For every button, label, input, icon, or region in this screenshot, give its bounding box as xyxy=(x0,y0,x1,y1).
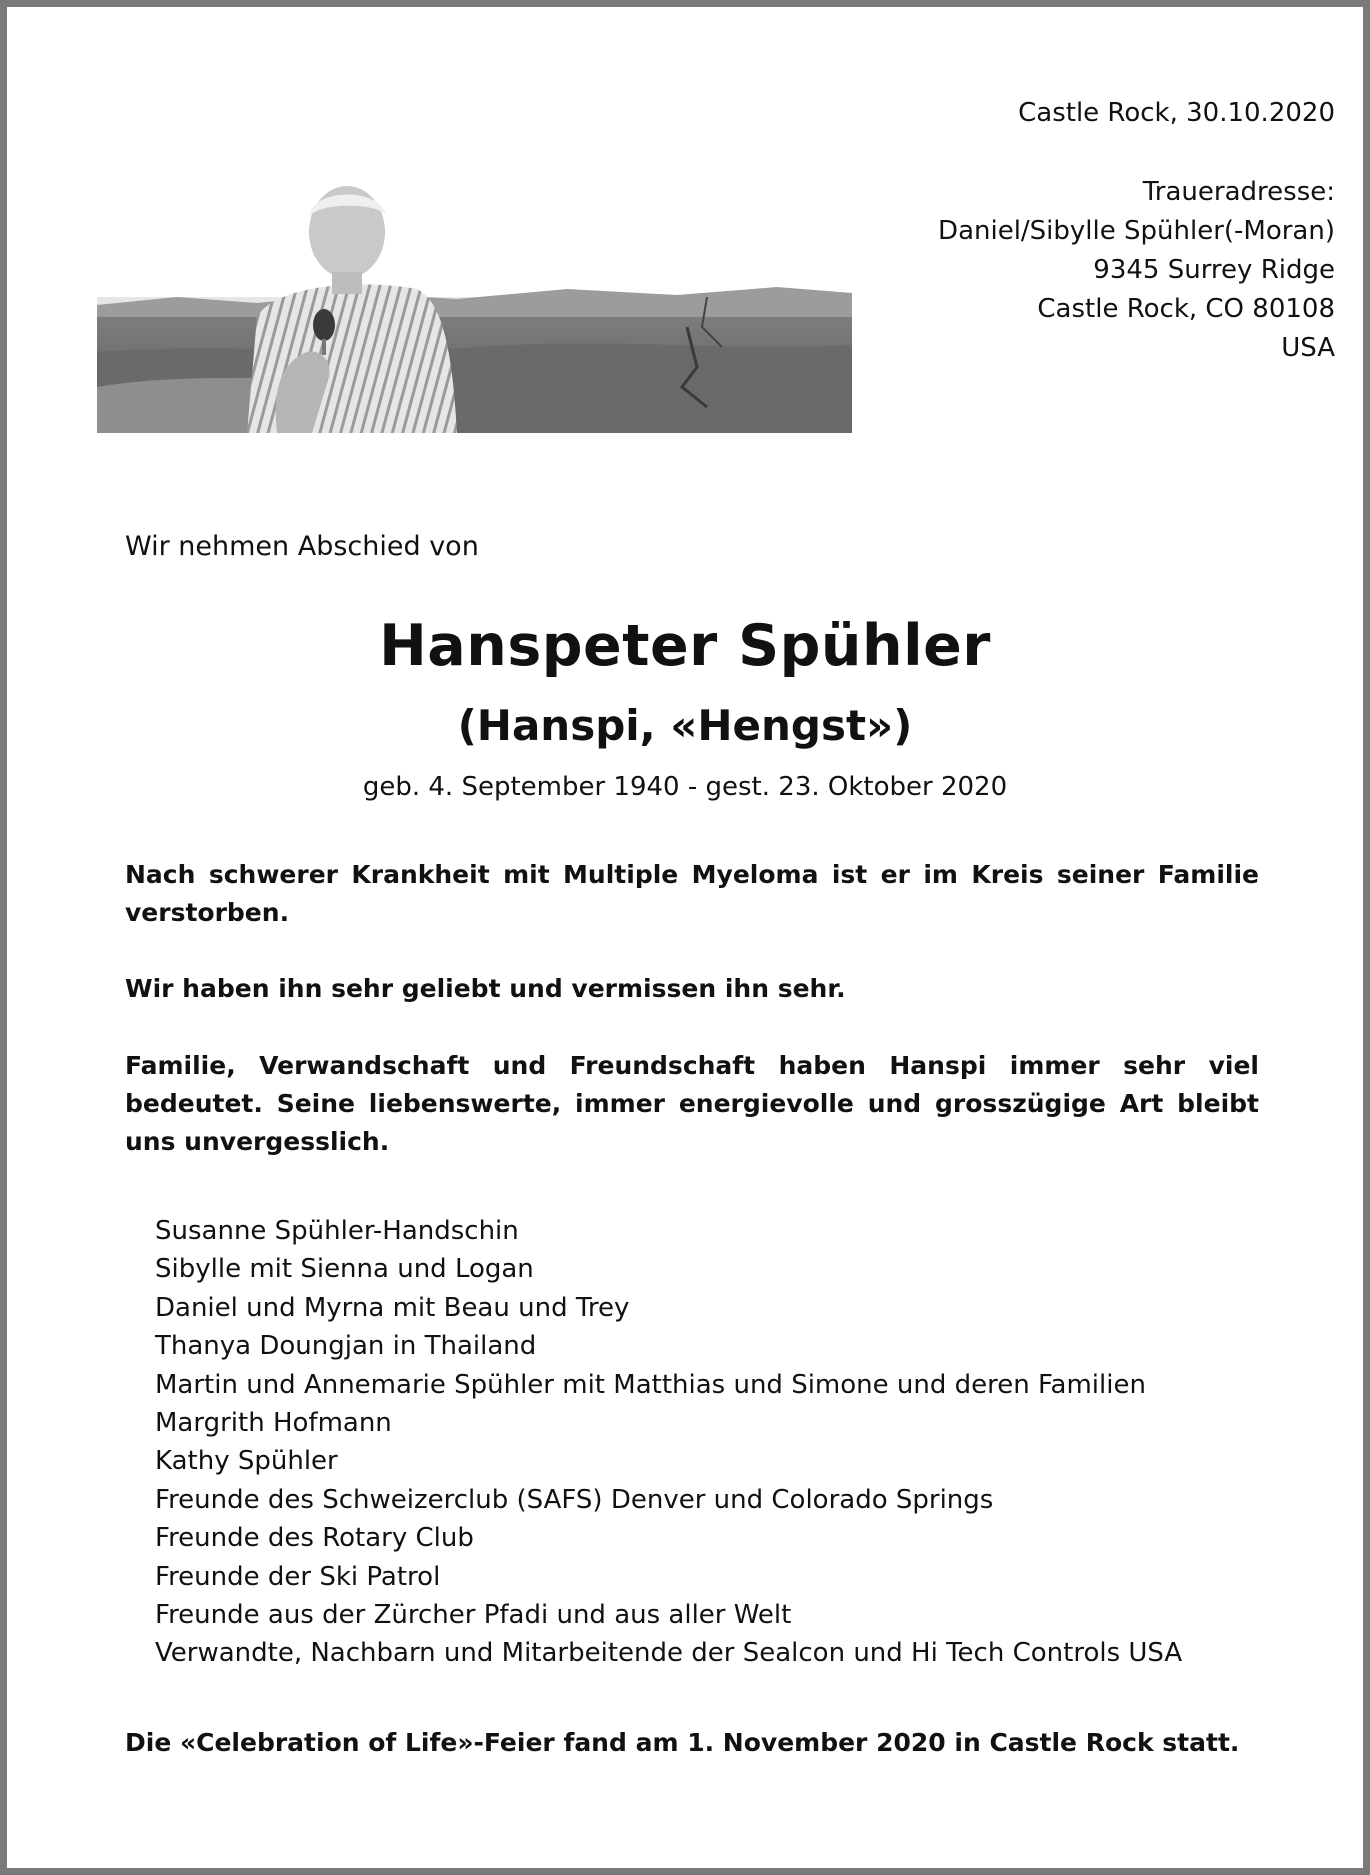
list-item: Susanne Spühler-Handschin xyxy=(155,1216,519,1246)
list-item: Sibylle mit Sienna und Logan xyxy=(155,1254,534,1285)
address-line: Castle Rock, CO 80108 xyxy=(1037,294,1335,324)
list-item: Thanya Doungjan in Thailand xyxy=(155,1331,537,1362)
deceased-name: Hanspeter Spühler xyxy=(379,613,991,679)
list-item: Freunde der Ski Patrol xyxy=(155,1561,441,1592)
deceased-nickname: (Hanspi, «Hengst») xyxy=(457,701,913,750)
list-item: Margrith Hofmann xyxy=(155,1408,392,1439)
address-label: Traueradresse: xyxy=(1142,177,1335,207)
portrait-photo xyxy=(97,177,852,433)
list-item: Daniel und Myrna mit Beau und Trey xyxy=(155,1292,630,1323)
closing-paragraph: Die «Celebration of Life»-Feier fand am 1. November 2020 in Castle Rock statt. xyxy=(125,1728,1240,1757)
address-line: Daniel/Sibylle Spühler(-Moran) xyxy=(938,216,1335,246)
notice-paragraph: Familie, Verwandschaft und Freundschaft haben Hanspi immer sehr viel bedeutet. Seine liebenswerte, immer energievolle und grosszügige Art bleibt uns unvergesslich. xyxy=(125,1051,1259,1156)
list-item: Martin und Annemarie Spühler mit Matthias und Simone und deren Familien xyxy=(155,1369,1146,1400)
notice-paragraph: Wir haben ihn sehr geliebt und vermissen ihn sehr. xyxy=(125,974,846,1003)
address-line: 9345 Surrey Ridge xyxy=(1093,255,1335,285)
address-line: USA xyxy=(1281,333,1335,363)
mourners-list xyxy=(155,1212,1182,1673)
list-item: Kathy Spühler xyxy=(155,1446,338,1477)
list-item: Verwandte, Nachbarn und Mitarbeitende der Sealcon und Hi Tech Controls USA xyxy=(155,1638,1183,1669)
list-item: Freunde aus der Zürcher Pfadi und aus aller Welt xyxy=(155,1600,792,1631)
place-date: Castle Rock, 30.10.2020 xyxy=(1018,98,1335,128)
intro-line: Wir nehmen Abschied von xyxy=(125,531,479,562)
notice-paragraph: Nach schwerer Krankheit mit Multiple Myeloma ist er im Kreis seiner Familie verstorben. xyxy=(125,860,1259,927)
list-item: Freunde des Rotary Club xyxy=(155,1523,474,1554)
mourning-address xyxy=(938,173,1335,368)
life-dates: geb. 4. September 1940 - gest. 23. Oktober 2020 xyxy=(362,772,1008,802)
list-item: Freunde des Schweizerclub (SAFS) Denver und Colorado Springs xyxy=(155,1484,994,1515)
